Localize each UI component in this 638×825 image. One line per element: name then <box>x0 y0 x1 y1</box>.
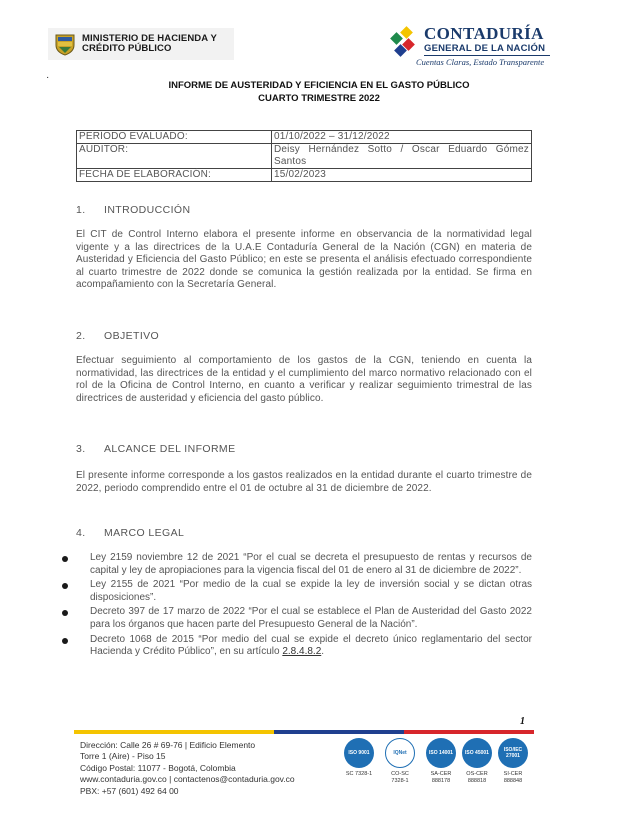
footer-line: Torre 1 (Aire) - Piso 15 <box>80 751 166 762</box>
document-subtitle: CUARTO TRIMESTRE 2022 <box>258 93 380 104</box>
list-item <box>76 606 532 631</box>
page-number: 1 <box>520 716 525 727</box>
icontec-iso-icon: ISO/IEC 27001 <box>498 738 528 768</box>
section-heading-objetivo <box>76 330 159 342</box>
footer-line[interactable]: www.contaduria.gov.co | contactenos@contaduria.gov.co <box>80 774 295 785</box>
icontec-iso-icon: ISO 14001 <box>426 738 456 768</box>
footer-line: Código Postal: 11077 - Bogotá, Colombia <box>80 762 236 773</box>
icontec-iso-icon: ISO 9001 <box>344 738 374 768</box>
info-key: FECHA DE ELABORACIÓN: <box>77 169 272 182</box>
table-row <box>77 169 532 182</box>
section-number: 2. <box>76 330 86 342</box>
info-table <box>76 130 532 182</box>
legal-item-text: Decreto 1068 de 2015 “Por medio del cual se expide el decreto único reglamentario del sector Hacienda y Crédito Público”, en su artículo <box>90 633 532 658</box>
cert-label: SA-CER 888178 <box>430 771 452 784</box>
list-item <box>76 552 532 577</box>
section-title: MARCO LEGAL <box>104 527 185 539</box>
section-heading-marco-legal <box>76 527 184 539</box>
logo-divider <box>424 55 550 56</box>
cert-label: CO-SC 7328-1 <box>391 771 409 784</box>
section-paragraph: El presente informe corresponde a los gastos realizados en la entidad durante el cuarto trimestre de 2022, periodo comprendido entre el 01 de octubre al 31 de diciembre de 2022. <box>76 470 532 494</box>
bullet-icon <box>62 610 68 616</box>
ministry-name-line1: MINISTERIO DE HACIENDA Y <box>82 33 217 44</box>
cert-label: SI-CER 888848 <box>503 771 523 784</box>
ministry-logo <box>48 28 234 60</box>
info-key: AUDITOR: <box>77 144 272 169</box>
table-row <box>77 131 532 144</box>
info-value: 01/10/2022 – 31/12/2022 <box>272 131 532 144</box>
icontec-iso-icon: ISO 45001 <box>462 738 492 768</box>
section-paragraph: El CIT de Control Interno elabora el presente informe en observancia de la normatividad legal vigente y a las directrices de la U.A.E Contaduría General de la Nación (CGN) en materia de Austeridad y Eficiencia del Gasto Público; en este se presenta el análisis efectuado correspondiente al cuarto trimestre de 2022 donde se comunica la gestión realizada por la entidad. Se firma en acompañamiento con la Secretaría General. <box>76 229 532 291</box>
section-title: OBJETIVO <box>104 330 160 342</box>
certification-seal <box>462 738 492 785</box>
bullet-icon <box>62 583 68 589</box>
contaduria-tagline: Cuentas Claras, Estado Transparente <box>416 57 545 67</box>
section-number: 4. <box>76 527 86 539</box>
colombia-shield-icon <box>54 32 76 56</box>
certification-seal <box>498 738 528 785</box>
cert-label: SC 7328-1 <box>345 771 373 777</box>
section-heading-alcance <box>76 443 235 455</box>
footer-line: Dirección: Calle 26 # 69-76 | Edificio Elemento <box>80 740 256 750</box>
info-key: PERÍODO EVALUADO: <box>77 131 272 144</box>
iqnet-icon: IQNet <box>385 738 415 768</box>
footer-line: PBX: +57 (601) 492 64 00 <box>80 785 179 796</box>
footer-stripe-yellow <box>74 730 274 734</box>
section-heading-introduccion <box>76 204 190 216</box>
footer-stripe-red <box>404 730 534 734</box>
list-item <box>76 579 532 604</box>
table-row <box>77 144 532 169</box>
certification-seal <box>385 738 415 785</box>
section-title: INTRODUCCIÓN <box>104 204 191 216</box>
ministry-name-line2: CRÉDITO PÚBLICO <box>82 43 172 54</box>
legal-list <box>76 552 532 661</box>
footer-stripe-blue <box>274 730 404 734</box>
legal-item-text: Ley 2155 de 2021 “Por medio de la cual se expide la ley de inversión social y se dictan otras disposiciones”. <box>90 579 532 603</box>
article-link[interactable]: 2.8.4.8.2 <box>282 646 322 658</box>
legal-item-text: Ley 2159 noviembre 12 de 2021 “Por el cual se decreta el presupuesto de rentas y recursos de capital y ley de apropiaciones para la vigencia fiscal del 01 de enero al 31 de diciembre de 2022”. <box>90 552 532 576</box>
bullet-icon <box>62 638 68 644</box>
footer-address <box>80 740 295 797</box>
document-marker: · <box>46 72 50 83</box>
section-paragraph: Efectuar seguimiento al comportamiento de los gastos de la CGN, teniendo en cuenta la normatividad, las directrices de la entidad y el cumplimiento del marco normativo relacionado con el rol de la Oficina de Control Interno, en cuanto a verificar y realizar seguimiento trimestral de las directrices de austeridad y eficiencia del gasto público. <box>76 355 532 404</box>
contaduria-logo <box>390 24 550 70</box>
contaduria-subtitle: GENERAL DE LA NACIÓN <box>424 43 546 54</box>
list-item: Decreto 1068 de 2015 “Por medio del cual se expide el decreto único reglamentario del sector Hacienda y Crédito Público”, en su artículo 2.8.4.8.2. <box>76 634 532 659</box>
contaduria-title: CONTADURÍA <box>424 24 544 43</box>
cert-label: OS-CER 888818 <box>466 771 488 784</box>
info-value: Deisy Hernández Sotto / Oscar Eduardo Gómez Santos <box>272 144 532 169</box>
certification-seal <box>426 738 456 785</box>
section-number: 3. <box>76 443 86 455</box>
info-value: 15/02/2023 <box>272 169 532 182</box>
section-title: ALCANCE DEL INFORME <box>104 443 236 455</box>
legal-item-text: Decreto 397 de 17 marzo de 2022 “Por el cual se establece el Plan de Austeridad del Gasto 2022 para los órganos que hacen parte del Presupuesto General de la Nación”. <box>90 606 532 630</box>
certification-seal <box>344 738 374 778</box>
document-title: INFORME DE AUSTERIDAD Y EFICIENCIA EN EL GASTO PÚBLICO <box>168 80 470 91</box>
section-number: 1. <box>76 204 86 216</box>
bullet-icon <box>62 556 68 562</box>
contaduria-emblem-icon <box>390 26 420 60</box>
